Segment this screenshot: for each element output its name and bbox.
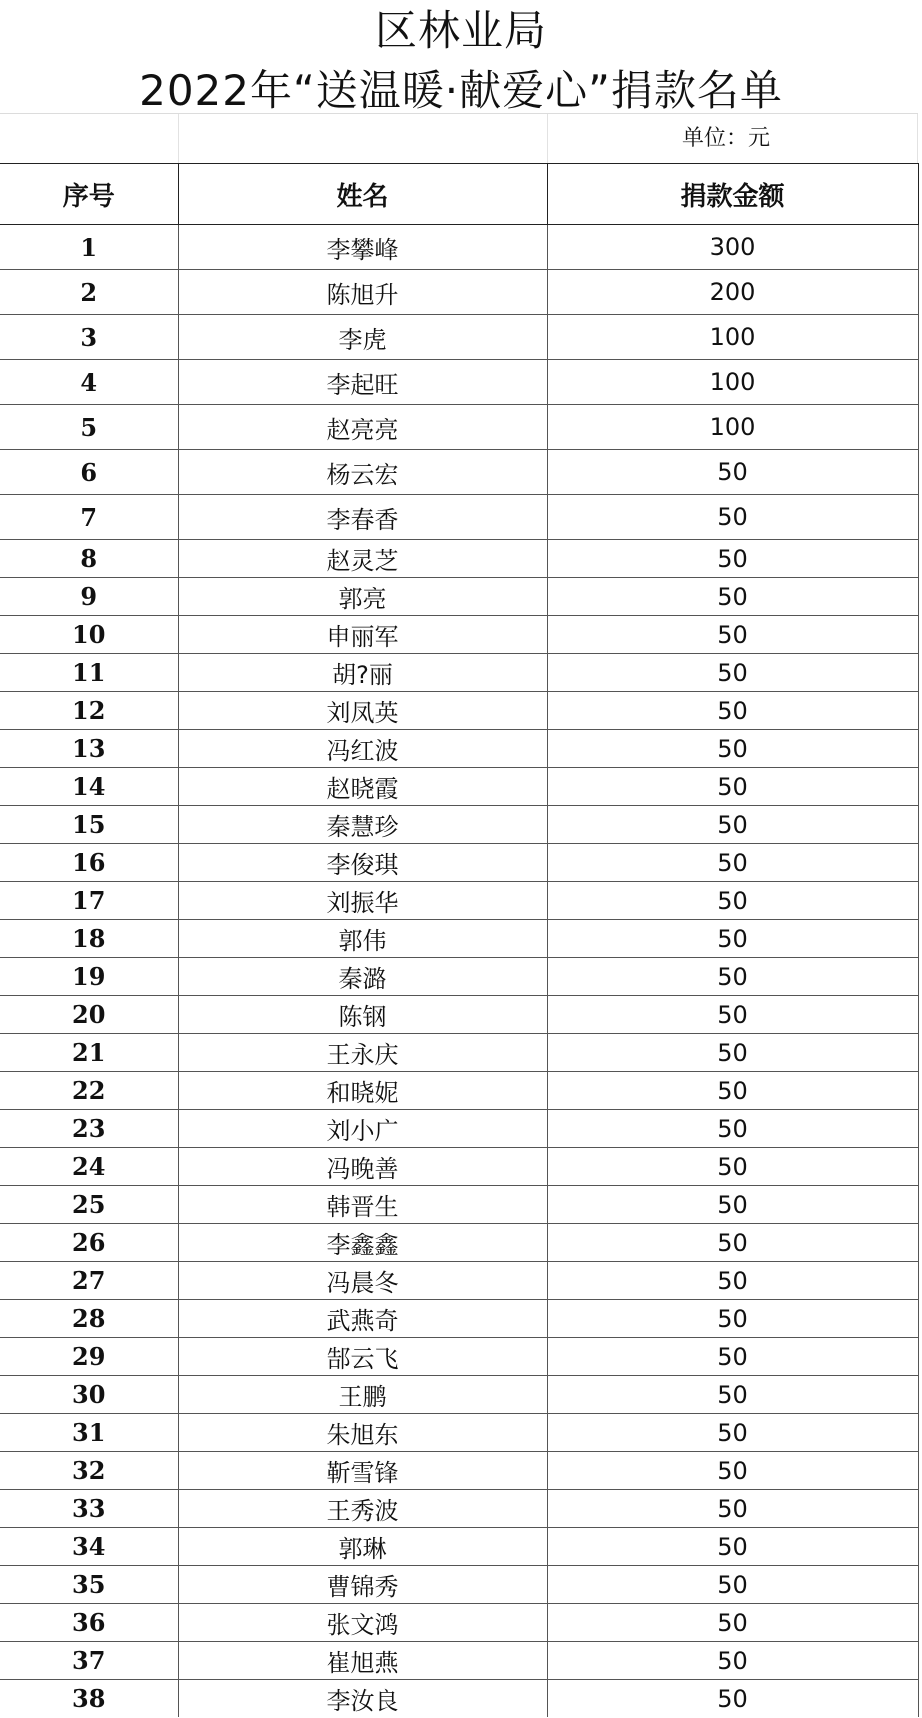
row-donation-amount: 50 <box>547 806 918 844</box>
row-serial-number: 34 <box>0 1528 178 1566</box>
row-donor-name: 冯红波 <box>178 730 547 768</box>
table-row <box>0 1072 918 1110</box>
row-donor-name: 李起旺 <box>178 360 547 405</box>
row-donation-amount: 100 <box>547 405 918 450</box>
table-row <box>0 616 918 654</box>
row-donation-amount: 100 <box>547 360 918 405</box>
row-donor-name: 赵灵芝 <box>178 540 547 578</box>
unit-row <box>0 114 918 163</box>
table-row <box>0 1338 918 1376</box>
row-donation-amount: 50 <box>547 1262 918 1300</box>
table-row <box>0 495 918 540</box>
table-row <box>0 578 918 616</box>
row-donation-amount: 50 <box>547 1034 918 1072</box>
row-donation-amount: 50 <box>547 1300 918 1338</box>
row-donor-name: 王秀波 <box>178 1490 547 1528</box>
row-donation-amount: 50 <box>547 450 918 495</box>
table-row <box>0 360 918 405</box>
row-donation-amount: 300 <box>547 225 918 270</box>
row-donation-amount: 50 <box>547 996 918 1034</box>
row-serial-number: 29 <box>0 1338 178 1376</box>
header-name: 姓名 <box>178 164 547 225</box>
row-donor-name: 陈钢 <box>178 996 547 1034</box>
row-serial-number: 9 <box>0 578 178 616</box>
row-donation-amount: 50 <box>547 616 918 654</box>
row-serial-number: 31 <box>0 1414 178 1452</box>
row-donation-amount: 50 <box>547 1528 918 1566</box>
row-donation-amount: 50 <box>547 1680 918 1718</box>
row-serial-number: 12 <box>0 692 178 730</box>
row-serial-number: 4 <box>0 360 178 405</box>
table-row <box>0 806 918 844</box>
row-serial-number: 28 <box>0 1300 178 1338</box>
row-serial-number: 16 <box>0 844 178 882</box>
row-serial-number: 38 <box>0 1680 178 1718</box>
table-row <box>0 1490 918 1528</box>
table-row <box>0 1528 918 1566</box>
table-row <box>0 1414 918 1452</box>
table-row <box>0 958 918 996</box>
row-donor-name: 李鑫鑫 <box>178 1224 547 1262</box>
row-donor-name: 郭亮 <box>178 578 547 616</box>
table-row <box>0 996 918 1034</box>
row-donation-amount: 50 <box>547 882 918 920</box>
donation-table <box>0 163 919 1717</box>
row-donor-name: 杨云宏 <box>178 450 547 495</box>
table-row <box>0 692 918 730</box>
row-donation-amount: 50 <box>547 730 918 768</box>
row-donor-name: 李虎 <box>178 315 547 360</box>
row-donor-name: 赵亮亮 <box>178 405 547 450</box>
table-header-row <box>0 164 918 225</box>
row-serial-number: 6 <box>0 450 178 495</box>
row-donation-amount: 50 <box>547 1148 918 1186</box>
row-donor-name: 王永庆 <box>178 1034 547 1072</box>
table-row <box>0 730 918 768</box>
table-row <box>0 405 918 450</box>
table-row <box>0 270 918 315</box>
row-donor-name: 李俊琪 <box>178 844 547 882</box>
table-row <box>0 540 918 578</box>
row-donation-amount: 50 <box>547 1338 918 1376</box>
header-amount: 捐款金额 <box>547 164 918 225</box>
row-serial-number: 20 <box>0 996 178 1034</box>
row-donation-amount: 50 <box>547 540 918 578</box>
row-donation-amount: 50 <box>547 1072 918 1110</box>
row-serial-number: 19 <box>0 958 178 996</box>
row-serial-number: 5 <box>0 405 178 450</box>
table-row <box>0 920 918 958</box>
document-subtitle: 2022年“送温暖·献爱心”捐款名单 <box>139 66 783 115</box>
row-donor-name: 冯晨冬 <box>178 1262 547 1300</box>
table-row <box>0 1300 918 1338</box>
row-serial-number: 25 <box>0 1186 178 1224</box>
row-donor-name: 崔旭燕 <box>178 1642 547 1680</box>
document-title: 区林业局 <box>374 6 547 55</box>
table-row <box>0 225 918 270</box>
row-donation-amount: 50 <box>547 578 918 616</box>
row-serial-number: 37 <box>0 1642 178 1680</box>
row-donation-amount: 50 <box>547 844 918 882</box>
table-row <box>0 450 918 495</box>
table-row <box>0 1110 918 1148</box>
row-donor-name: 王鹏 <box>178 1376 547 1414</box>
row-serial-number: 21 <box>0 1034 178 1072</box>
table-row <box>0 1224 918 1262</box>
row-donor-name: 赵晓霞 <box>178 768 547 806</box>
row-donor-name: 刘凤英 <box>178 692 547 730</box>
row-donation-amount: 50 <box>547 1110 918 1148</box>
row-donation-amount: 50 <box>547 958 918 996</box>
table-row <box>0 1034 918 1072</box>
row-serial-number: 10 <box>0 616 178 654</box>
unit-label: 单位：元 <box>682 126 771 151</box>
row-donation-amount: 50 <box>547 495 918 540</box>
table-row <box>0 1186 918 1224</box>
row-donor-name: 曹锦秀 <box>178 1566 547 1604</box>
row-donor-name: 冯晚善 <box>178 1148 547 1186</box>
table-row <box>0 1262 918 1300</box>
table-row <box>0 882 918 920</box>
table-row <box>0 1452 918 1490</box>
table-body <box>0 225 918 1718</box>
row-serial-number: 30 <box>0 1376 178 1414</box>
row-serial-number: 15 <box>0 806 178 844</box>
row-serial-number: 18 <box>0 920 178 958</box>
grid-divider <box>917 114 918 163</box>
row-donor-name: 申丽军 <box>178 616 547 654</box>
row-donation-amount: 50 <box>547 654 918 692</box>
row-donation-amount: 50 <box>547 1604 918 1642</box>
row-serial-number: 32 <box>0 1452 178 1490</box>
row-donation-amount: 50 <box>547 1186 918 1224</box>
row-donor-name: 郭伟 <box>178 920 547 958</box>
row-serial-number: 24 <box>0 1148 178 1186</box>
row-donation-amount: 200 <box>547 270 918 315</box>
row-serial-number: 33 <box>0 1490 178 1528</box>
row-donation-amount: 50 <box>547 768 918 806</box>
row-donor-name: 武燕奇 <box>178 1300 547 1338</box>
row-donor-name: 刘振华 <box>178 882 547 920</box>
row-serial-number: 26 <box>0 1224 178 1262</box>
grid-divider <box>178 114 179 163</box>
row-donation-amount: 50 <box>547 1566 918 1604</box>
row-donor-name: 胡?丽 <box>178 654 547 692</box>
row-donation-amount: 50 <box>547 1490 918 1528</box>
row-donor-name: 秦慧珍 <box>178 806 547 844</box>
row-donor-name: 秦潞 <box>178 958 547 996</box>
row-serial-number: 7 <box>0 495 178 540</box>
row-serial-number: 36 <box>0 1604 178 1642</box>
row-serial-number: 35 <box>0 1566 178 1604</box>
row-serial-number: 27 <box>0 1262 178 1300</box>
row-serial-number: 17 <box>0 882 178 920</box>
row-serial-number: 8 <box>0 540 178 578</box>
row-serial-number: 22 <box>0 1072 178 1110</box>
row-donation-amount: 50 <box>547 692 918 730</box>
row-donor-name: 张文鸿 <box>178 1604 547 1642</box>
table-row <box>0 844 918 882</box>
row-donor-name: 韩晋生 <box>178 1186 547 1224</box>
row-donor-name: 郜云飞 <box>178 1338 547 1376</box>
row-serial-number: 2 <box>0 270 178 315</box>
row-donor-name: 李春香 <box>178 495 547 540</box>
table-row <box>0 654 918 692</box>
row-donation-amount: 50 <box>547 1452 918 1490</box>
table-row <box>0 1642 918 1680</box>
row-donation-amount: 50 <box>547 1414 918 1452</box>
row-donor-name: 郭琳 <box>178 1528 547 1566</box>
header-serial-number: 序号 <box>0 164 178 225</box>
table-row <box>0 768 918 806</box>
row-donor-name: 李汝良 <box>178 1680 547 1718</box>
row-serial-number: 14 <box>0 768 178 806</box>
row-donation-amount: 50 <box>547 1224 918 1262</box>
table-row <box>0 315 918 360</box>
row-donor-name: 靳雪锋 <box>178 1452 547 1490</box>
table-row <box>0 1566 918 1604</box>
row-donor-name: 朱旭东 <box>178 1414 547 1452</box>
row-donation-amount: 50 <box>547 1376 918 1414</box>
row-serial-number: 1 <box>0 225 178 270</box>
table-row <box>0 1148 918 1186</box>
row-serial-number: 11 <box>0 654 178 692</box>
row-donor-name: 刘小广 <box>178 1110 547 1148</box>
row-donor-name: 和晓妮 <box>178 1072 547 1110</box>
row-donation-amount: 50 <box>547 920 918 958</box>
table-row <box>0 1376 918 1414</box>
grid-divider <box>547 114 548 163</box>
row-donor-name: 陈旭升 <box>178 270 547 315</box>
row-donor-name: 李攀峰 <box>178 225 547 270</box>
row-serial-number: 13 <box>0 730 178 768</box>
row-donation-amount: 100 <box>547 315 918 360</box>
table-row <box>0 1680 918 1718</box>
table-row <box>0 1604 918 1642</box>
row-serial-number: 3 <box>0 315 178 360</box>
row-donation-amount: 50 <box>547 1642 918 1680</box>
row-serial-number: 23 <box>0 1110 178 1148</box>
